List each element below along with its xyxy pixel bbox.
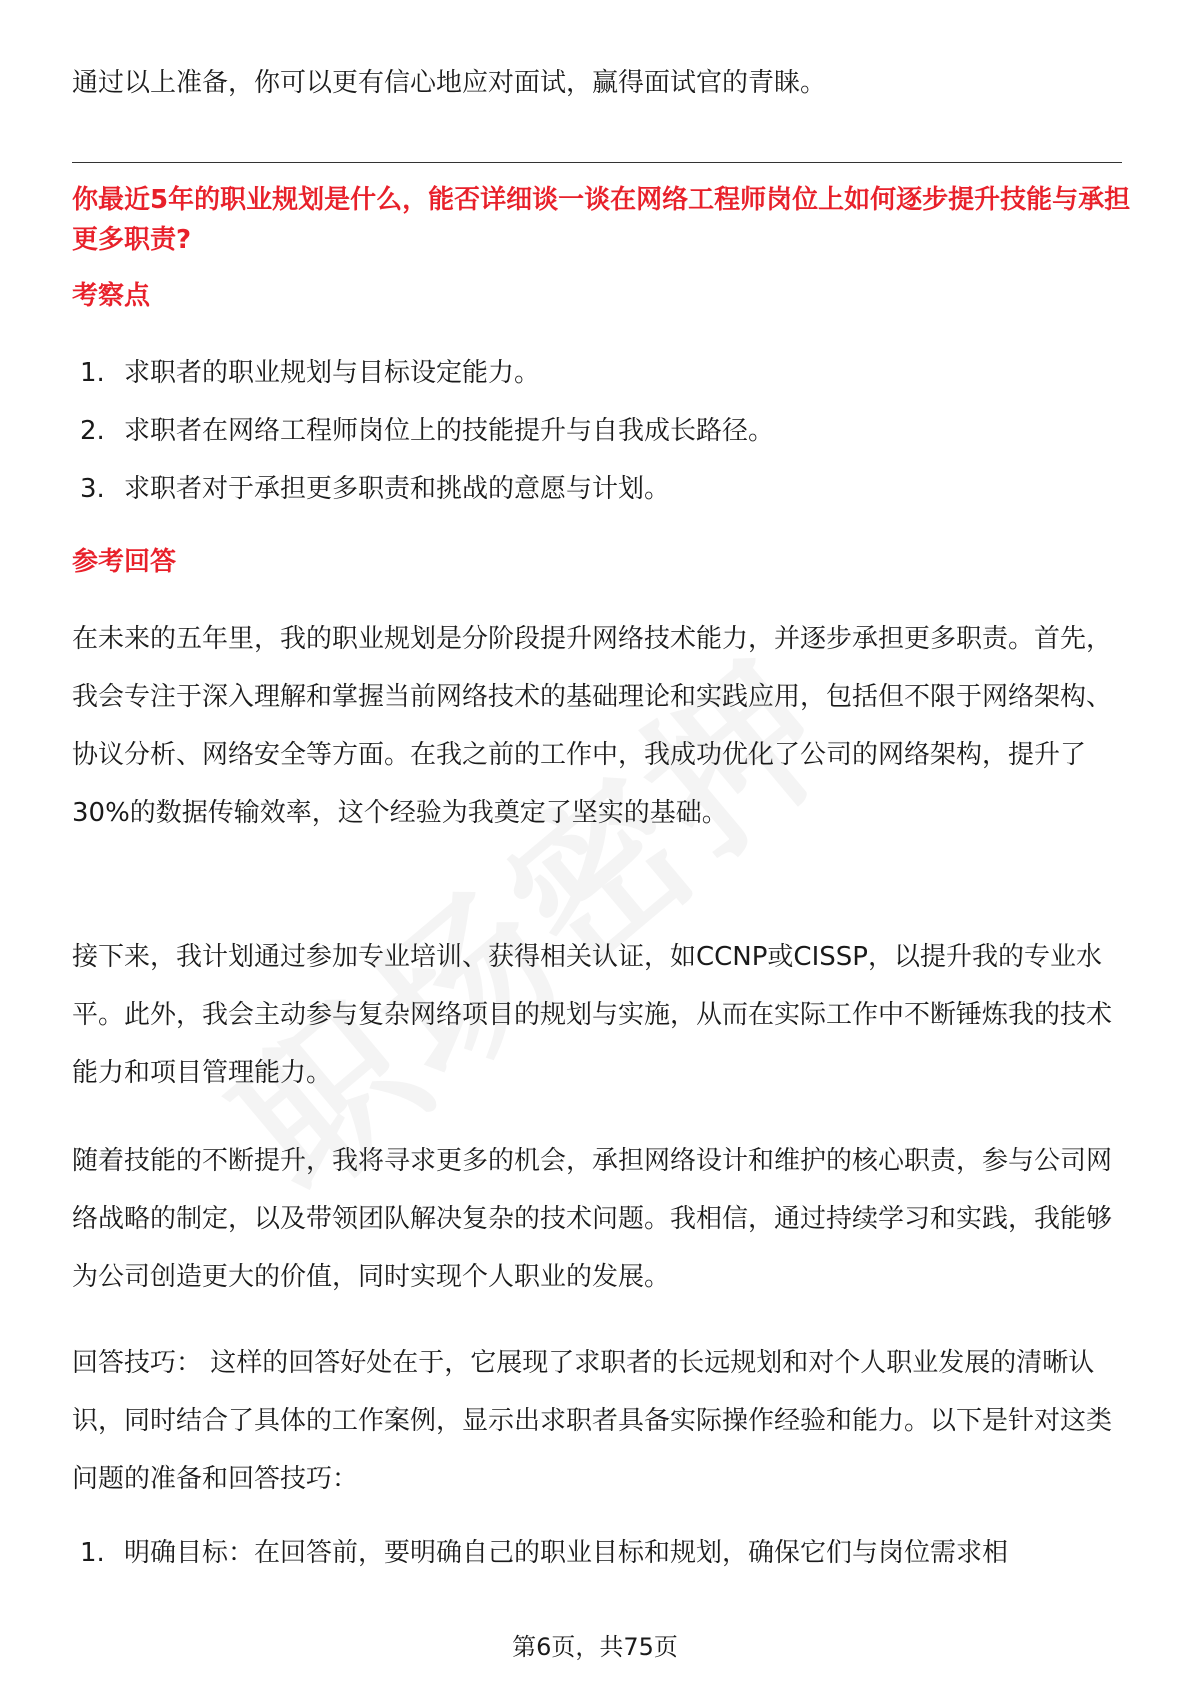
tips-list	[80, 1524, 1120, 1582]
answer-paragraph: 在未来的五年里，我的职业规划是分阶段提升网络技术能力，并逐步承担更多职责。首先，我会专注于深入理解和掌握当前网络技术的基础理论和实践应用，包括但不限于网络架构、协议分析、网络安全等方面。在我之前的工作中，我成功优化了公司的网络架构，提升了30%的数据传输效率，这个经验为我奠定了坚实的基础。	[72, 624, 1113, 828]
list-item	[80, 344, 1120, 402]
list-item-text: 求职者的职业规划与目标设定能力。	[124, 358, 541, 388]
page-footer: 第6页，共75页	[512, 1633, 678, 1661]
list-item	[80, 402, 1120, 460]
list-number: 1.	[80, 358, 105, 388]
question-heading: 你最近5年的职业规划是什么，能否详细谈一谈在网络工程师岗位上如何逐步提升技能与承担更多职责?	[72, 185, 1131, 255]
list-number: 2.	[80, 416, 105, 446]
points-heading: 考察点	[72, 281, 151, 311]
answer-heading: 参考回答	[72, 547, 177, 577]
list-item	[80, 1524, 1120, 1582]
list-item-text: 求职者对于承担更多职责和挑战的意愿与计划。	[124, 474, 671, 504]
tips-paragraph: 回答技巧： 这样的回答好处在于，它展现了求职者的长远规划和对个人职业发展的清晰认识，同时结合了具体的工作案例，显示出求职者具备实际操作经验和能力。以下是针对这类问题的准备和回答技巧：	[72, 1348, 1113, 1494]
list-item-text: 求职者在网络工程师岗位上的技能提升与自我成长路径。	[124, 416, 775, 446]
list-number: 3.	[80, 474, 105, 504]
list-item-text: 明确目标：在回答前，要明确自己的职业目标和规划，确保它们与岗位需求相	[124, 1538, 1009, 1568]
answer-paragraph: 接下来，我计划通过参加专业培训、获得相关认证，如CCNP或CISSP，以提升我的专业水平。此外，我会主动参与复杂网络项目的规划与实施，从而在实际工作中不断锤炼我的技术能力和项目管理能力。	[72, 942, 1113, 1088]
points-list	[80, 344, 1120, 518]
answer-paragraph: 随着技能的不断提升，我将寻求更多的机会，承担网络设计和维护的核心职责，参与公司网络战略的制定，以及带领团队解决复杂的技术问题。我相信，通过持续学习和实践，我能够为公司创造更大的价值，同时实现个人职业的发展。	[72, 1146, 1113, 1292]
section-divider	[72, 162, 1122, 163]
intro-line: 通过以上准备，你可以更有信心地应对面试，赢得面试官的青睐。	[72, 68, 827, 98]
list-item	[80, 460, 1120, 518]
list-number: 1.	[80, 1538, 105, 1568]
